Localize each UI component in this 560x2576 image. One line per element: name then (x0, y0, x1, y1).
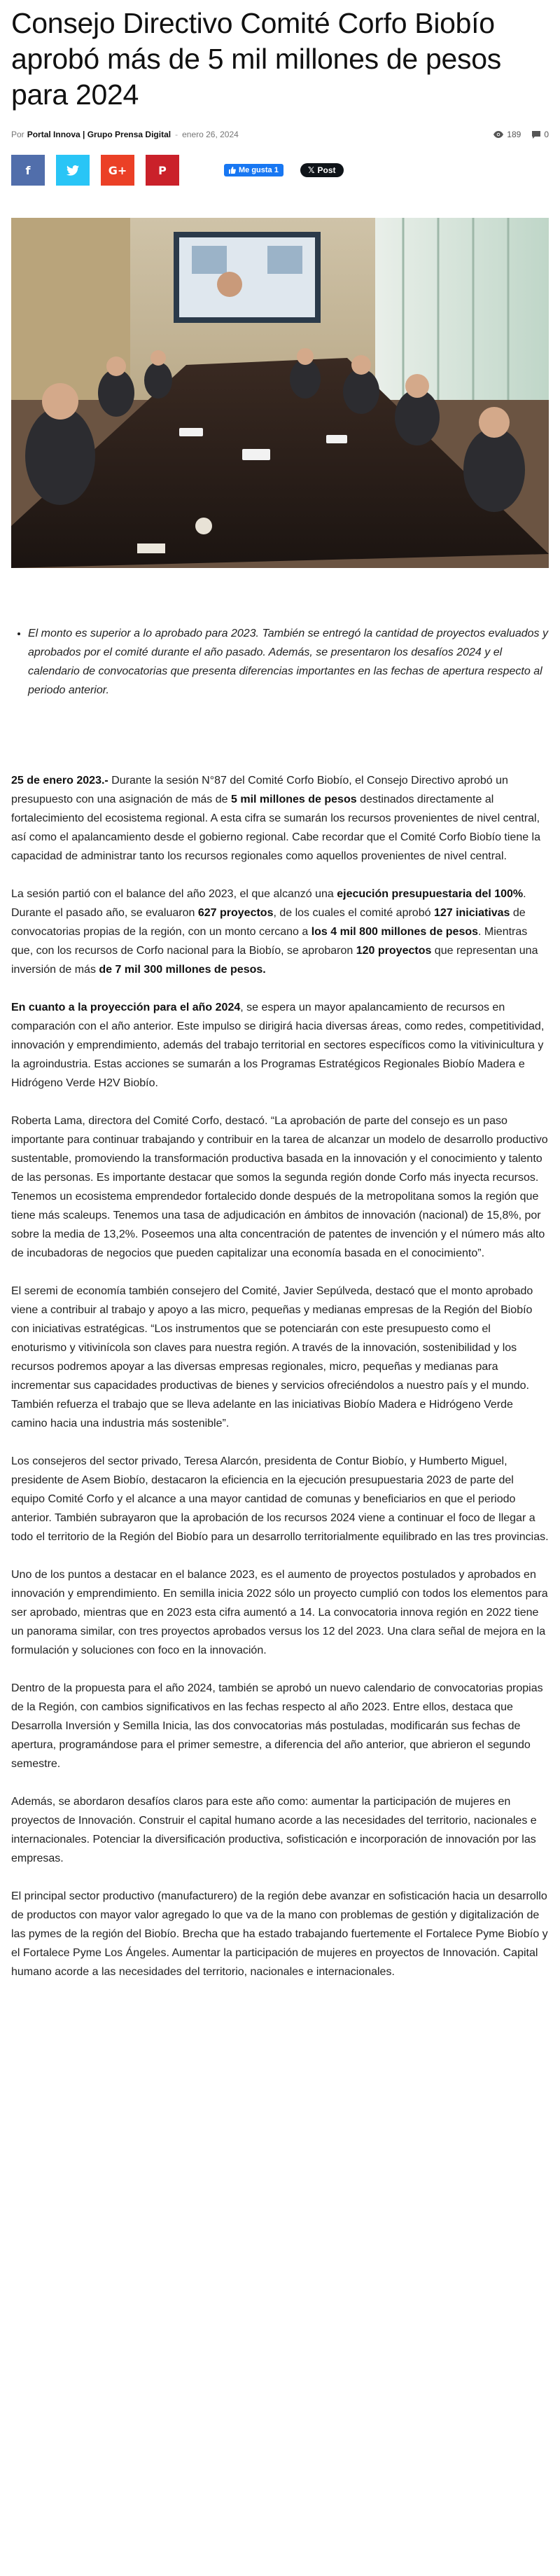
x-post-button[interactable] (300, 163, 344, 177)
pinterest-icon: P (158, 163, 167, 177)
facebook-like-button[interactable] (224, 164, 284, 176)
article-photo (11, 218, 549, 568)
google-plus-icon: G+ (108, 163, 127, 177)
views-count: 189 (507, 130, 522, 139)
meta-separator: - (175, 130, 178, 139)
pinterest-share-button[interactable] (146, 155, 179, 186)
facebook-icon: f (25, 163, 31, 177)
post-label: Post (317, 165, 336, 175)
body-paragraph-10: El principal sector productivo (manufacturero) de la región debe avanzar en sofisticación hacia un desarrollo de productos con mayor valor agregado lo que va de la mano con problemas de gestión y digitalización de las pymes de la región del Biobío. Brecha que ha estado trabajando fuertemente el Fortalece Pyme Biobío y el Fortalece Pyme Los Ángeles. Aumentar la participación de mujeres en proyectos de Innovación. Capital humano acorde a las necesidades del territorio, nacionales e internacionales. (11, 1890, 548, 1978)
body-paragraph-6: Los consejeros del sector privado, Teresa Alarcón, presidenta de Contur Biobío, y Humberto Miguel, presidente de Asem Biobío, destacaron la eficiencia en la ejecución presupuestaria 2023 de parte del equipo Comité Corfo y el alcance a una mayor cantidad de comunas y beneficiarios en que el periodo anterior. También subrayaron que la aprobación de los recursos 2024 viene a continuar el foco de llegar a todo el territorio de la Región del Biobío para un desarrollo territorialmente equilibrado en las tres provincias. (11, 1455, 549, 1543)
body-paragraph-3: En cuanto a la proyección para el año 2024, se espera un mayor apalancamiento de recursos en comparación con el año anterior. Este impulso se dirigirá hacia diversas áreas, como redes, competitividad, innovación y emprendimiento, además del trabajo territorial en sectores específicos como la vitivinicultura y la agroindustria. Estas acciones se sumarán a los Programas Estratégicos Regionales Biobío Madera e Hidrógeno Verde H2V Biobío. (11, 1002, 545, 1089)
share-bar (11, 155, 549, 186)
comment-icon (532, 131, 540, 139)
views-stat (493, 130, 521, 139)
body-paragraph-8: Dentro de la propuesta para el año 2024, también se aprobó un nuevo calendario de convocatorias propias de la Región, con cambios significativos en las fechas respecto al año 2023. Entre ellos, destaca que Desarrolla Inversión y Semilla Inicia, las dos convocatorias más postuladas, modificarán sus fechas de apertura, programándose para el primer semestre, a diferencia del año anterior, que abrieron el segundo semestre. (11, 1682, 543, 1770)
thumbs-up-icon (229, 167, 236, 174)
eye-icon (493, 131, 503, 138)
twitter-icon (66, 165, 79, 176)
twitter-share-button[interactable] (56, 155, 90, 186)
article-lead (11, 624, 549, 700)
body-paragraph-9: Además, se abordaron desafíos claros para este año como: aumentar la participación de mujeres en proyectos de Innovación. Construir el capital humano acorde a las necesidades del territorio, nacionales e internacionales. Potenciar la diversificación productiva, sofisticación e incorporación de innovación por las empresas. (11, 1796, 537, 1864)
article-meta (11, 130, 549, 139)
body-paragraph-7: Uno de los puntos a destacar en el balance 2023, es el aumento de proyectos postulados y aprobados en innovación y emprendimiento. En semilla inicia 2022 sólo un proyecto cumplió con todos los elementos para ser aprobado, mientras que en 2023 esta cifra aumentó a 14. La convocatoria innova región en 2022 tiene un panorama similar, con tres proyectos aprobados versus los 12 del 2023. Una clara señal de mejora en la formulación y soluciones con foco en la innovación. (11, 1569, 548, 1656)
comments-count: 0 (544, 130, 549, 139)
body-paragraph-5: El seremi de economía también consejero del Comité, Javier Sepúlveda, destacó que el monto aprobado viene a contribuir al trabajo y apoyo a las micro, pequeñas y medianas empresas de la Región del Biobío con iniciativas estratégicas. “Los instrumentos que se potenciarán con este presupuesto como el enoturismo y vitivinícola son claves para nuestra región. A través de la innovación, sostenibilidad y los recursos podremos apoyar a las diversas empresas regionales, micro, pequeñas y medianas para incrementar sus capacidades productivas de bienes y servicios ofreciéndolos a nuestro país y el mundo. También refuerza el trabajo que se lleva adelante en las iniciativas Biobío Madera e Hidrógeno Verde camino hacia una industria más sostenible”. (11, 1285, 533, 1429)
body-paragraph-2: La sesión partió con el balance del año 2023, el que alcanzó una ejecución presupuestaria del 100%. Durante el pasado año, se evaluaron 627 proyectos, de los cuales el comité aprobó 127 iniciativas de convocatorias propias de la región, con un monto cercano a los 4 mil 800 millones de pesos. Mientras que, con los recursos de Corfo nacional para la Biobío, se aprobaron 120 proyectos que representan una inversión de más de 7 mil 300 millones de pesos. (11, 888, 538, 976)
comments-stat[interactable] (532, 130, 549, 139)
author-link[interactable]: Portal Innova | Grupo Prensa Digital (27, 130, 172, 139)
body-paragraph-4: Roberta Lama, directora del Comité Corfo, destacó. “La aprobación de parte del consejo es un paso importante para continuar trabajando y contribuir en la tarea de alcanzar un modelo de desarrollo productivo sustentable, promoviendo la transformación productiva basada en la innovación y el conocimiento y talento de las personas. Es importante destacar que somos la segunda región donde Corfo más inyecta recursos. Tenemos un ecosistema emprendedor fortalecido donde después de la metropolitana somos la región que tiene más scaleups. Tenemos una tasa de adjudicación en ámbitos de innovación (nacional) de 15,8%, por sobre la media de 13,2%. Poseemos una alta concentración de patentes de invención y el número más alto de incubadoras de negocios que pueden capitalizar una economía basada en el conocimiento”. (11, 1115, 548, 1259)
google-plus-share-button[interactable] (101, 155, 134, 186)
article-body (11, 771, 549, 1981)
lead-summary: • El monto es superior a lo aprobado para 2023. También se entregó la cantidad de proyectos evaluados y aprobados por el comité durante el año pasado. Además, se presentaron los desafíos 2024 y el calendario de convocatorias que presenta diferencias importantes en las fechas de apertura respecto al periodo anterior. (28, 624, 549, 700)
article-title: Consejo Directivo Comité Corfo Biobío aprobó más de 5 mil millones de pesos para 2024 (11, 7, 501, 111)
by-label: Por (11, 130, 24, 139)
meeting-photo-illustration (11, 218, 549, 568)
facebook-share-button[interactable] (11, 155, 45, 186)
article-stats (493, 130, 549, 139)
publish-date: enero 26, 2024 (182, 130, 239, 139)
x-icon: 𝕏 (307, 165, 315, 175)
like-label: Me gusta 1 (239, 166, 279, 174)
body-paragraph-1: 25 de enero 2023.- Durante la sesión N°87 del Comité Corfo Biobío, el Consejo Directivo aprobó un presupuesto con una asignación de más de 5 mil millones de pesos destinados directamente al fortalecimiento del ecosistema regional. A esta cifra se sumarán los recursos provenientes de nivel central, así como el apalancamiento desde el gobierno regional. Cabe recordar que el Comité Corfo Biobío tiene la capacidad de administrar tanto los recursos regionales como aquellos provenientes de nivel central. (11, 775, 541, 862)
